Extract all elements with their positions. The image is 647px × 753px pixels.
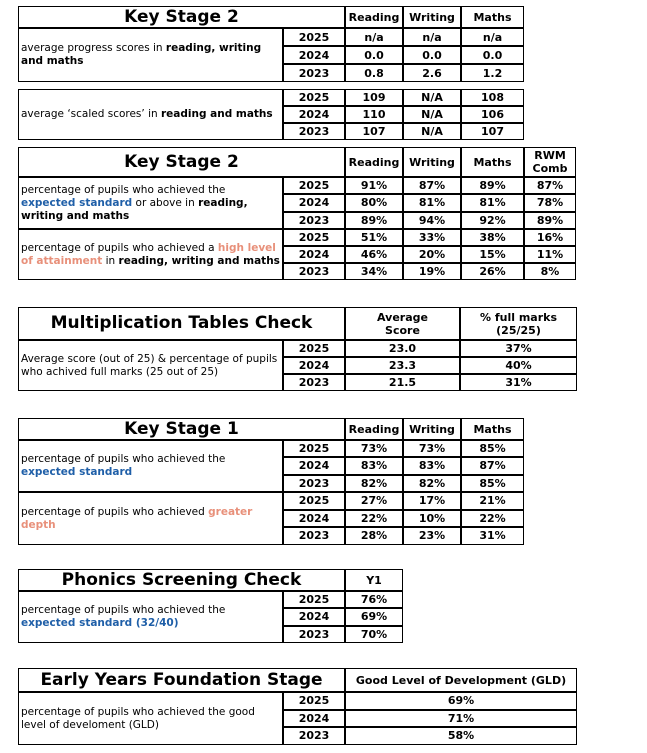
expected-description — [18, 440, 283, 492]
desc-text: average ‘scaled scores’ in — [21, 108, 161, 120]
year-cell: 2025 — [283, 28, 345, 46]
year-cell: 2025 — [283, 692, 345, 710]
full-marks-value: 37% — [460, 340, 577, 357]
writing-value: 87% — [403, 177, 461, 194]
reading-value: 51% — [345, 229, 403, 246]
year-cell: 2025 — [283, 440, 345, 457]
year-cell: 2023 — [283, 626, 345, 643]
section-title: Key Stage 2 — [18, 6, 345, 28]
reading-value: 27% — [345, 492, 403, 510]
reading-value: 109 — [345, 89, 403, 106]
maths-value: 85% — [461, 440, 524, 457]
col-header-writing: Writing — [403, 6, 461, 28]
desc-bold: reading, writing and maths — [21, 42, 262, 67]
reading-value: 0.8 — [345, 64, 403, 82]
rwm-comb-value: 11% — [524, 246, 576, 263]
reading-value: 80% — [345, 194, 403, 211]
writing-value: 82% — [403, 475, 461, 492]
desc-text: percentage of pupils who achieved a — [21, 241, 218, 254]
desc-text: in — [102, 254, 119, 267]
reading-value: 110 — [345, 106, 403, 123]
year-cell: 2024 — [283, 357, 345, 374]
full-marks-value: 40% — [460, 357, 577, 374]
col-header-reading: Reading — [345, 418, 403, 440]
gld-value: 69% — [345, 692, 577, 710]
writing-value: 19% — [403, 263, 461, 280]
high-level-description — [18, 229, 283, 280]
desc-bold: reading and maths — [161, 108, 273, 120]
maths-value: 38% — [461, 229, 524, 246]
maths-value: 89% — [461, 177, 524, 194]
average-score-value: 21.5 — [345, 374, 460, 391]
writing-value: n/a — [403, 28, 461, 46]
desc-text: average progress scores in — [21, 42, 166, 54]
y1-value: 69% — [345, 608, 403, 625]
writing-value: N/A — [403, 123, 461, 140]
writing-value: 81% — [403, 194, 461, 211]
mtc-description: Average score (out of 25) & percentage of pupils who achived full marks (25 out of 25) — [18, 340, 283, 391]
maths-value: n/a — [461, 28, 524, 46]
desc-text: percentage of pupils who achieved the — [21, 604, 226, 616]
reading-value: 28% — [345, 527, 403, 545]
year-cell: 2024 — [283, 608, 345, 625]
year-cell: 2023 — [283, 123, 345, 140]
year-cell: 2023 — [283, 212, 345, 229]
section-title: Early Years Foundation Stage — [18, 668, 345, 692]
maths-value: 107 — [461, 123, 524, 140]
reading-value: 82% — [345, 475, 403, 492]
desc-text: percentage of pupils who achieved the — [21, 453, 226, 465]
year-cell: 2023 — [283, 475, 345, 492]
reading-value: 83% — [345, 457, 403, 474]
maths-value: 15% — [461, 246, 524, 263]
average-score-value: 23.3 — [345, 357, 460, 374]
year-cell: 2024 — [283, 194, 345, 211]
maths-value: 106 — [461, 106, 524, 123]
writing-value: N/A — [403, 89, 461, 106]
greater-depth-description — [18, 492, 283, 545]
average-score-value: 23.0 — [345, 340, 460, 357]
maths-value: 92% — [461, 212, 524, 229]
col-header-maths: Maths — [461, 147, 524, 177]
desc-highlight: expected standard — [21, 466, 133, 478]
writing-value: 73% — [403, 440, 461, 457]
col-header-maths: Maths — [461, 418, 524, 440]
eyfs-description: percentage of pupils who achieved the good level of develoment (GLD) — [18, 692, 283, 745]
year-cell: 2025 — [283, 340, 345, 357]
maths-value: 22% — [461, 510, 524, 528]
reading-value: n/a — [345, 28, 403, 46]
maths-value: 108 — [461, 89, 524, 106]
reading-value: 73% — [345, 440, 403, 457]
rwm-comb-value: 8% — [524, 263, 576, 280]
year-cell: 2024 — [283, 710, 345, 728]
maths-value: 31% — [461, 527, 524, 545]
writing-value: 10% — [403, 510, 461, 528]
year-cell: 2023 — [283, 374, 345, 391]
maths-value: 1.2 — [461, 64, 524, 82]
year-cell: 2025 — [283, 229, 345, 246]
col-header-reading: Reading — [345, 147, 403, 177]
year-cell: 2024 — [283, 510, 345, 528]
maths-value: 87% — [461, 457, 524, 474]
desc-text: percentage of pupils who achieved — [21, 505, 209, 518]
section-title: Key Stage 2 — [18, 147, 345, 177]
reading-value: 0.0 — [345, 46, 403, 64]
col-header-maths: Maths — [461, 6, 524, 28]
writing-value: 0.0 — [403, 46, 461, 64]
reading-value: 91% — [345, 177, 403, 194]
reading-value: 46% — [345, 246, 403, 263]
desc-highlight: high level of attainment — [21, 241, 276, 267]
rwm-comb-value: 78% — [524, 194, 576, 211]
year-cell: 2023 — [283, 727, 345, 745]
writing-value: 20% — [403, 246, 461, 263]
year-cell: 2025 — [283, 492, 345, 510]
reading-value: 89% — [345, 212, 403, 229]
year-cell: 2025 — [283, 591, 345, 608]
gld-value: 58% — [345, 727, 577, 745]
col-header-full-marks: % full marks (25/25) — [460, 307, 577, 340]
col-header-gld: Good Level of Development (GLD) — [345, 668, 577, 692]
year-cell: 2024 — [283, 457, 345, 474]
maths-value: 81% — [461, 194, 524, 211]
progress-description — [18, 28, 283, 82]
expected-description — [18, 177, 283, 229]
writing-value: 94% — [403, 212, 461, 229]
writing-value: 23% — [403, 527, 461, 545]
desc-highlight: expected standard (32/40) — [21, 617, 179, 629]
phonics-description — [18, 591, 283, 643]
desc-highlight: greater depth — [21, 505, 253, 531]
reading-value: 107 — [345, 123, 403, 140]
maths-value: 26% — [461, 263, 524, 280]
reading-value: 34% — [345, 263, 403, 280]
y1-value: 70% — [345, 626, 403, 643]
gld-value: 71% — [345, 710, 577, 728]
col-header-reading: Reading — [345, 6, 403, 28]
maths-value: 21% — [461, 492, 524, 510]
rwm-comb-value: 89% — [524, 212, 576, 229]
section-title: Phonics Screening Check — [18, 569, 345, 591]
writing-value: 33% — [403, 229, 461, 246]
year-cell: 2025 — [283, 177, 345, 194]
writing-value: 83% — [403, 457, 461, 474]
section-title: Key Stage 1 — [18, 418, 345, 440]
full-marks-value: 31% — [460, 374, 577, 391]
col-header-writing: Writing — [403, 418, 461, 440]
year-cell: 2023 — [283, 64, 345, 82]
writing-value: N/A — [403, 106, 461, 123]
writing-value: 17% — [403, 492, 461, 510]
year-cell: 2025 — [283, 89, 345, 106]
desc-highlight: expected standard — [21, 196, 133, 209]
desc-text: percentage of pupils who achieved the — [21, 183, 226, 196]
col-header-rwm-comb: RWM Comb — [524, 147, 576, 177]
desc-bold: reading, writing and maths — [21, 196, 248, 222]
rwm-comb-value: 87% — [524, 177, 576, 194]
scaled-description — [18, 89, 283, 140]
year-cell: 2023 — [283, 527, 345, 545]
col-header-writing: Writing — [403, 147, 461, 177]
year-cell: 2024 — [283, 46, 345, 64]
section-title: Multiplication Tables Check — [18, 307, 345, 340]
rwm-comb-value: 16% — [524, 229, 576, 246]
desc-text: or above in — [132, 196, 199, 209]
y1-value: 76% — [345, 591, 403, 608]
maths-value: 85% — [461, 475, 524, 492]
maths-value: 0.0 — [461, 46, 524, 64]
year-cell: 2024 — [283, 246, 345, 263]
col-header-average-score: Average Score — [345, 307, 460, 340]
reading-value: 22% — [345, 510, 403, 528]
year-cell: 2023 — [283, 263, 345, 280]
year-cell: 2024 — [283, 106, 345, 123]
desc-bold: reading, writing and maths — [118, 254, 280, 267]
writing-value: 2.6 — [403, 64, 461, 82]
col-header-y1: Y1 — [345, 569, 403, 591]
